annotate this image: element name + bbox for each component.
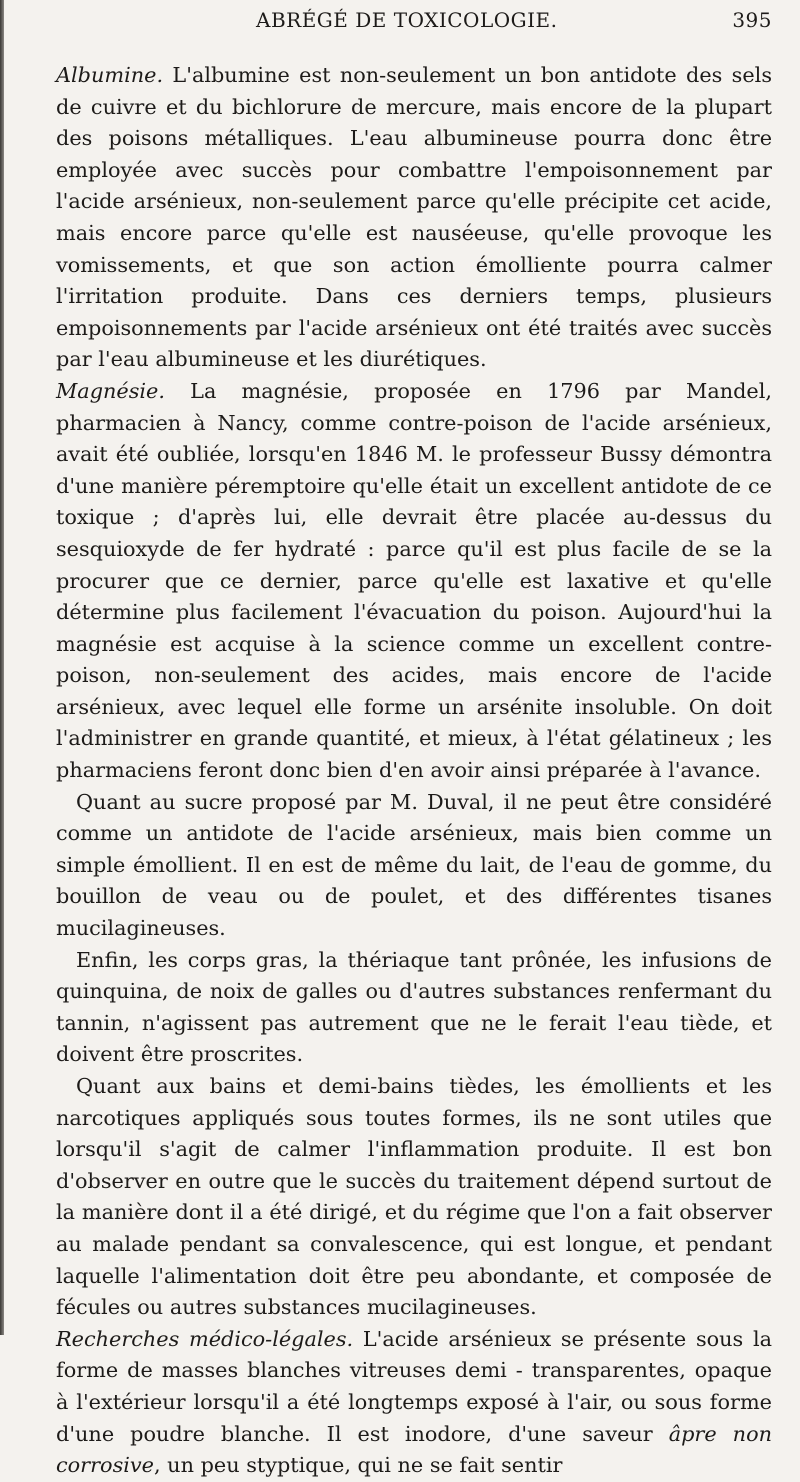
paragraph-corps-gras bbox=[56, 945, 772, 1071]
page-number: 395 bbox=[732, 8, 772, 32]
section-lead-albumine: Albumine. bbox=[56, 63, 164, 87]
paragraph-albumine bbox=[56, 60, 772, 376]
paragraph-text: La magnésie, proposée en 1796 par Mandel, pharmacien à Nancy, comme contre-poison de l'acide arsénieux, avait été oubliée, lorsqu'en 1846 M. le professeur Bussy démontra d'une manière péremptoire qu'elle était un excellent antidote de ce toxique ; d'après lui, elle devrait être placée au-dessus du sesquioxyde de fer hydraté : parce qu'il est plus facile de se la procurer que ce dernier, parce qu'elle est laxative et qu'elle détermine plus facilement l'évacuation du poison. Aujourd'hui la magnésie est acquise à la science comme un excellent contre-poison, non-seulement des acides, mais encore de l'acide arsénieux, avec lequel elle forme un arsénite insoluble. On doit l'administrer en grande quantité, et mieux, à l'état gélatineux ; les pharmaciens feront donc bien d'en avoir ainsi préparée à l'avance. bbox=[56, 378, 772, 783]
paragraph-bains bbox=[56, 1071, 772, 1324]
emphasis-text: âpre non corrosive bbox=[56, 1421, 772, 1478]
paragraph-text: , un peu styptique, qui ne se fait sentir bbox=[153, 1453, 563, 1478]
running-head bbox=[56, 8, 772, 36]
running-title: ABRÉGÉ DE TOXICOLOGIE. bbox=[256, 8, 558, 32]
book-page bbox=[56, 8, 772, 1482]
paragraph-text: L'acide arsénieux se présente sous la forme de masses blanches vitreuses demi - transparentes, opaque à l'extérieur lorsqu'il a été longtemps exposé à l'air, ou sous forme d'une poudre blanche. Il est inodore, d'une saveur bbox=[56, 1326, 772, 1446]
paragraph-recherches bbox=[56, 1324, 772, 1482]
paragraph-text: L'albumine est non-seulement un bon antidote des sels de cuivre et du bichlorure de mercure, mais encore de la plupart des poisons métalliques. L'eau albumineuse pourra donc être employée avec succès pour combattre l'empoisonnement par l'acide arsénieux, non-seulement parce qu'elle précipite cet acide, mais encore parce qu'elle est nauséeuse, qu'elle provoque les vomissements, et que son action émolliente pourra calmer l'irritation produite. Dans ces derniers temps, plusieurs empoisonnements par l'acide arsénieux ont été traités avec succès par l'eau albumineuse et les diurétiques. bbox=[56, 63, 772, 372]
paragraph-text: Enfin, les corps gras, la thériaque tant prônée, les infusions de quinquina, de noix de galles ou d'autres substances renfermant du tannin, n'agissent pas autrement que ne le ferait l'eau tiède, et doivent être proscrites. bbox=[56, 947, 772, 1067]
paragraph-sucre bbox=[56, 787, 772, 945]
paragraph-magnesie bbox=[56, 376, 772, 787]
page-binding-edge bbox=[0, 0, 4, 1335]
section-lead-magnesie: Magnésie. bbox=[56, 378, 165, 403]
paragraph-text: Quant au sucre proposé par M. Duval, il ne peut être considéré comme un antidote de l'acide arsénieux, mais bien comme un simple émollient. Il en est de même du lait, de l'eau de gomme, du bouillon de veau ou de poulet, et des différentes tisanes mucilagineuses. bbox=[56, 789, 772, 941]
section-lead-recherches: Recherches médico-légales. bbox=[56, 1326, 354, 1351]
paragraph-text: Quant aux bains et demi-bains tièdes, les émollients et les narcotiques appliqués sous toutes formes, ils ne sont utiles que lorsqu'il s'agit de calmer l'inflammation produite. Il est bon d'observer en outre que le succès du traitement dépend surtout de la manière dont il a été dirigé, et du régime que l'on a fait observer au malade pendant sa convalescence, qui est longue, et pendant laquelle l'alimentation doit être peu abondante, et composée de fécules ou autres substances mucilagineuses. bbox=[56, 1074, 772, 1320]
